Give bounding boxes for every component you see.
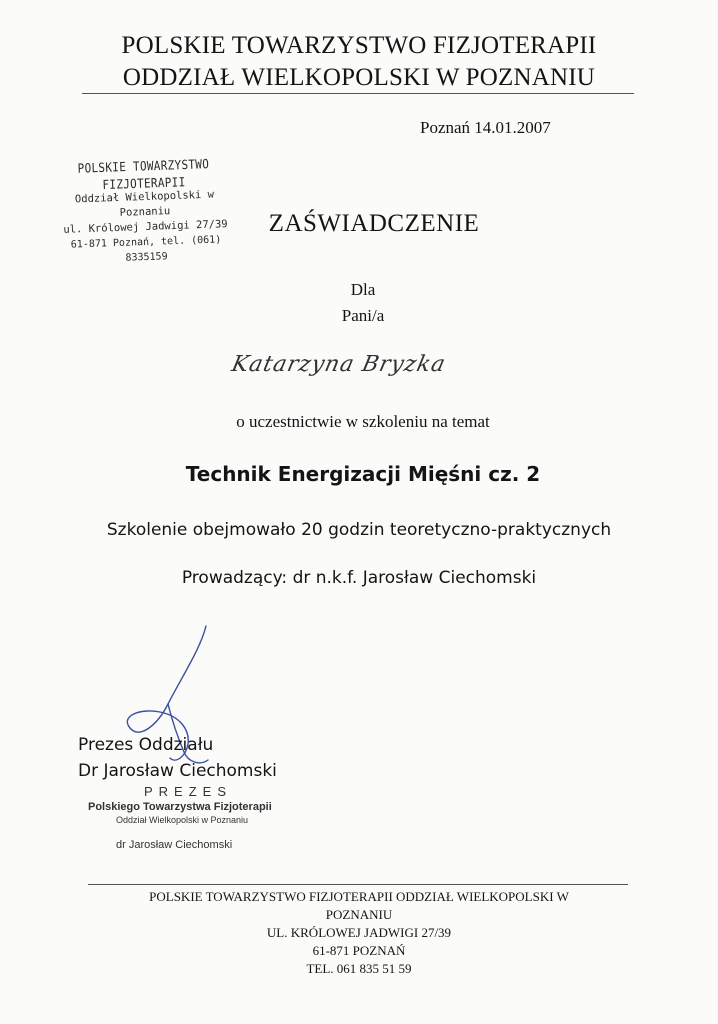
president-stamp-branch: Oddział Wielkopolski w Poznaniu [116, 815, 249, 825]
course-title: Technik Energizacji Mięśni cz. 2 [185, 462, 541, 486]
president-block [78, 732, 277, 784]
certificate-title: ZAŚWIADCZENIE [268, 210, 480, 237]
footer-line1: POLSKIE TOWARZYSTWO FIZJOTERAPII ODDZIAŁ WIELKOPOLSKI W [149, 889, 569, 904]
stamp-contact: 61-871 Poznań, tel. (061) 8335159 [70, 234, 222, 264]
recipient-for: Dla [350, 280, 376, 299]
president-stamp-org: Polskiego Towarzystwa Fizjoterapii [88, 801, 272, 813]
president-stamp-name: dr Jarosław Ciechomski [116, 839, 233, 851]
hours-text: Szkolenie obejmowało 20 godzin teoretyczno-praktycznych [106, 520, 612, 540]
footer-line3: UL. KRÓLOWEJ JADWIGI 27/39 [266, 925, 452, 940]
footer-line4: 61-871 POZNAŃ [312, 943, 406, 958]
header-title-line2: ODDZIAŁ WIELKOPOLSKI W POZNANIU [122, 64, 596, 91]
footer-line5: TEL. 061 835 51 59 [306, 961, 412, 976]
stamp-org-name: POLSKIE TOWARZYSTWO FIZJOTERAPII [77, 156, 210, 193]
president-name: Dr Jarosław Ciechomski [78, 761, 277, 781]
stamp-branch: Oddział Wielkopolski w Poznaniu [74, 188, 215, 219]
recipient-salutation: Pani/a [341, 306, 385, 325]
recipient-handwritten-name: Katarzyna Bryzka [229, 352, 449, 377]
participation-text: o uczestnictwie w szkoleniu na temat [236, 412, 490, 431]
president-stamp [88, 784, 318, 851]
document-date: Poznań 14.01.2007 [420, 118, 551, 137]
president-role: Prezes Oddziału [78, 735, 214, 755]
footer-address [0, 888, 718, 978]
stamp-address: ul. Królowej Jadwigi 27/39 [63, 218, 228, 236]
header-title-line1: POLSKIE TOWARZYSTWO FIZJOTERAPII [121, 32, 597, 59]
header-divider [82, 93, 634, 94]
instructor-text: Prowadzący: dr n.k.f. Jarosław Ciechomski [181, 568, 537, 588]
footer-line2: POZNANIU [325, 907, 393, 922]
footer-divider [88, 884, 628, 885]
president-stamp-title: PREZES [144, 784, 233, 799]
